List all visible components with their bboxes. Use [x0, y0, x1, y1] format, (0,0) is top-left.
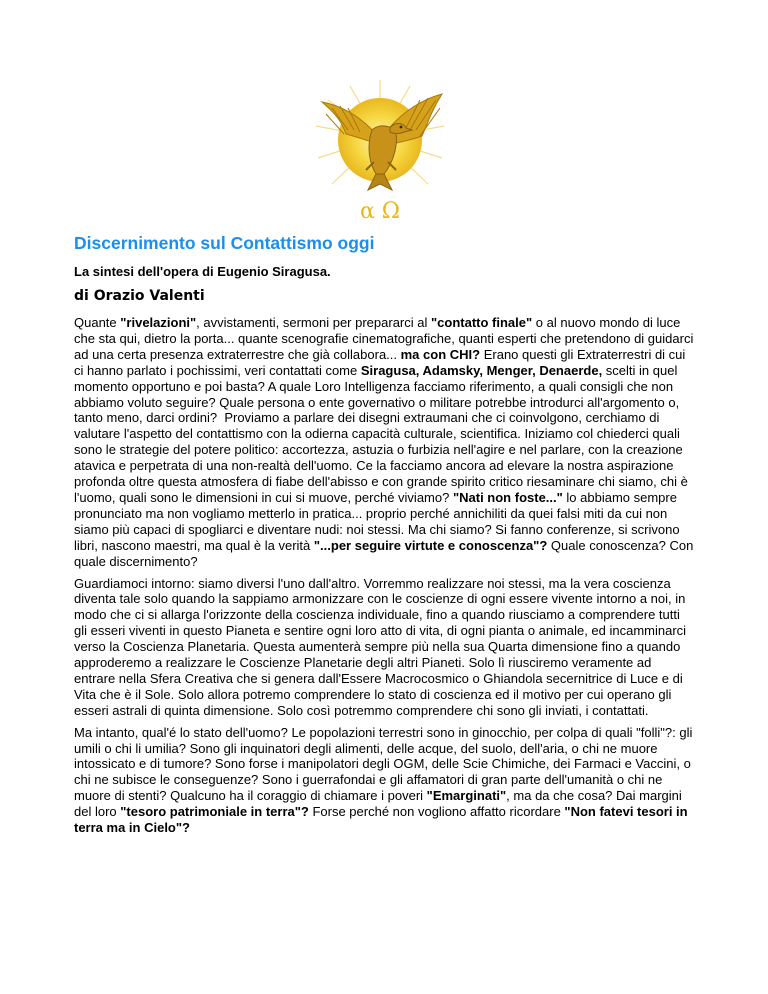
golden-eagle-icon [292, 78, 468, 226]
text-bold: "Nati non foste..." [452, 489, 563, 505]
text-bold: "contatto finale" [430, 315, 533, 330]
text-bold: "tesoro patrimoniale in terra"? [120, 804, 309, 820]
text: o al nuovo mondo di luce che sta qui, dietro la porta... quante scenografie cinematografiche, quanti esperti che pretendono di guidarci ad una certa presenza extraterrestre che già collabora... [74, 315, 694, 362]
text-line: A quale Loro Intelligenza facciamo riferimento, a quali consigli che non abbiamo voluto seguire? [74, 378, 674, 410]
text: Forse perché non vogliono affatto ricordare [308, 804, 565, 820]
text-line [74, 788, 688, 835]
text-line: Quale conoscenza? Con quale discernimento? [74, 537, 694, 569]
text: Qualcuno ha il coraggio di chiamare i poveri [170, 788, 427, 804]
article [74, 232, 694, 842]
text: scelti in quel momento opportuno e poi basta? [74, 362, 678, 394]
text-line: Guardiamoci intorno: siamo diversi l'uno dall'altro. Vorremmo realizzare noi stessi, ma la vera coscienza diventa tale solo quando la sappiamo armonizzare con le coscienze di ogni essere vivente intorno a noi, in modo che ci si allarga l'orizzonte della coscienza individuale, fino a quando riusciamo a comprendere tutti gli esseri viventi in questo Pianeta e sentire ogni loro atto di vita, di ogni pianta o animale, ed incamminarci verso la Coscienza Planetaria. Questa aumenterà sempre più nella sua Quarta dimensione fino a quando approderemo a realizzare le Coscienze Planetarie degli altri Pianeti. [74, 575, 687, 671]
text-line: Solo lì riusciremo veramente ad entrare nella Sfera Creativa che si genera dall'Essere Macrocosmico o Ghiandola secernitrice di Luce e di Vita che è il Sole. [74, 655, 683, 702]
text-line: Le popolazioni terrestri sono in ginocchio, per colpa di quali "folli"?: gli umili o chi li umilia? [74, 724, 693, 756]
text-line: Sono i guerrafondai e gli affamatori di gran parte dell'umanità o chi ne muore di stenti? [74, 772, 663, 804]
text-line: Sono forse i manipolatori degli OGM, delle Scie Chimiche, dei Farmaci e Vaccini, o chi ne subisce le conseguenze? [74, 756, 691, 788]
text-bold: "...per seguire virtute e conoscenza"? [313, 537, 548, 553]
subtitle: La sintesi dell'opera di Eugenio Siragusa. [74, 264, 331, 279]
text-line: Solo così potremmo comprendere chi sono gli inviati, i contattati. [277, 702, 649, 718]
paragraph-3 [74, 725, 694, 836]
text-bold: Siragusa, Adamsky, Menger, Denaerde, [360, 362, 603, 378]
paragraph-2 [74, 576, 694, 719]
text: , ma da che cosa? Dai margini del loro [74, 788, 682, 820]
text: Quante [74, 315, 121, 330]
author: di Orazio Valenti [74, 288, 205, 304]
text-line: Ce la facciamo ancora ad elevare la nostra aspirazione profonda oltre questa atmosfera di fiabe dell'abisso e con grande spirito critico riesaminare chi siamo, chi è l'uomo, quali sono le dimensioni in cui si muove, perché viviamo? [74, 458, 688, 505]
text-line: Ma chi siamo? [407, 521, 492, 537]
text-bold: ma con CHI? [400, 346, 481, 362]
text-bold: "rivelazioni" [120, 315, 197, 330]
text-line: Iniziamo col chiederci quali sono le strategie del potere politico: accortezza, astuzia o furbizia nell'agire e nel parlare, con la creazione atavica e perpetrata di una non-realtà dell'uomo. [74, 426, 683, 474]
text-bold: "Non fatevi tesori in terra ma in Cielo"? [74, 804, 688, 836]
text: , avvistamenti, sermoni per prepararci al [196, 315, 431, 330]
text-bold: "Emarginati" [426, 788, 507, 804]
text-line: Ma intanto, qual'é lo stato dell'uomo? [74, 724, 288, 740]
text: lo abbiamo sempre pronunciato ma non vogliamo metterlo in pratica... proprio perché annichiliti da quei falsi miti da cui non siamo più capaci di spogliarci e diventare nudi: noi stessi. [74, 489, 677, 537]
text-line: Solo allora potremo comprendere lo stato di coscienza ed il motivo per cui operano gli esseri astrali di quinta dimensione. [74, 686, 672, 718]
text-line: Quale persona o ente governativo o militare potrebbe introdurci all'argomento o, tanto meno, darci ordini? [74, 394, 680, 426]
text-line: Sono gli inquinatori degli alimenti, delle acque, del suolo, dell'aria, o chi ne muore intossicato e di tumore? [74, 740, 658, 772]
page-title: Discernimento sul Contattismo oggi [74, 233, 375, 253]
paragraph-1 [74, 315, 694, 570]
text: Erano questi gli Extraterrestri di cui ci hanno parlato i pochissimi, veri contattati come [74, 346, 686, 378]
text: Si fanno conferenze, si scrivono libri, nascono maestri, ma qual è la verità [74, 521, 680, 553]
alpha-omega-symbols: α Ω [359, 199, 401, 224]
eagle-sun-emblem [292, 78, 468, 226]
text-line: Proviamo a parlare dei disegni extraumani che ci coinvolgono, cerchiamo di valutare l'aspetto del contattismo con la odierna capacità culturale, scientifica. [74, 410, 663, 442]
